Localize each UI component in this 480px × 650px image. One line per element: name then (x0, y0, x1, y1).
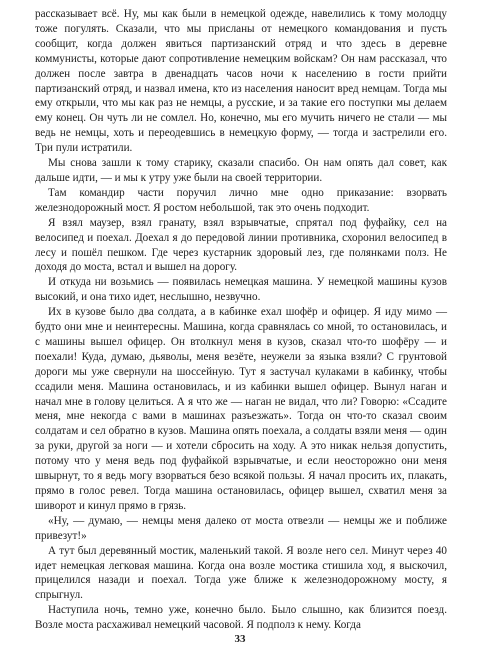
page-body-text (35, 7, 447, 633)
paragraph: Их в кузове было два солдата, а в кабинке ехал шофёр и офицер. Я иду мимо — будто они мне и неинтересны. Машина, когда сравнялась со мной, то остановилась, и с машины вышел офицер. Он втолкнул меня в кузов, сказал что-то шофёру — и поехали! Куда, думаю, дьяволы, меня везёте, неужели за языка взяли? С грунтовой дороги мы уже свернули на шоссейную. Тут я застучал кулаками в кабинку, чтобы ссадили меня. Машина остановилась, и из кабинки вышел офицер. Вынул наган и начал мне в голову целиться. А я что же — наган не видал, что ли? Говорю: «Ссадите меня, мне некогда с вами в машинах разъезжать». Тогда он что-то сказал своим солдатам и сел обратно в кузов. Машина опять поехала, а солдаты взяли меня — один за руки, другой за ноги — и хотели сбросить на ходу. А это никак нельзя допустить, потому что у меня ведь под фуфайкой взрывчатые, и если неосторожно они меня швырнут, то я ведь могу взорваться безо всякой пользы. Я начал просить их, плакать, прямо в голос ревел. Тогда машина остановилась, офицер вышел, схватил меня за шиворот и кинул прямо в грязь. (35, 306, 447, 512)
paragraph: Я взял маузер, взял гранату, взял взрывчатые, спрятал под фуфайку, сел на велосипед и поехал. Доехал я до передовой линии противника, схоронил велосипед в лесу и пошёл пешком. Где через кустарник здоровый лез, где полянками полз. Не доходя до моста, встал и вышел на дорогу. (35, 216, 447, 274)
paragraph: «Ну, — думаю, — немцы меня далеко от моста отвезли — немцы же и поближе привезут!» (35, 514, 447, 542)
paragraph: Там командир части поручил лично мне одно приказание: взорвать железнодорожный мост. Я ростом небольшой, так это очень подходит. (35, 186, 447, 214)
paragraph: рассказывает всё. Ну, мы как были в немецкой одежде, навелились к тому молодцу тоже погулять. Сказали, что мы присланы от немецкого командования и пусть сообщит, когда должен явиться партизанский отряд и что здесь в деревне коммунисты, которые дают сопротивление немецким войскам? Он нам рассказал, что должен после завтра в двенадцать часов ночи к населению в гости прийти партизанский отряд, и назвал имена, кто из населения наносит вред немцам. Тогда мы ему открыли, что мы как раз не немцы, а русские, и за такие его поступки мы делаем ему конец. Он чуть ли не сомлел. Но, конечно, мы его мучить ничего не стали — мы ведь не немцы, хоть и переодевшись в немецкую форму, — тогда и застрелили его. Три пули истратили. (35, 8, 447, 155)
paragraph: Мы снова зашли к тому старику, сказали спасибо. Он нам опять дал совет, как дальше идти, — и мы к утру уже были на своей территории. (35, 157, 447, 184)
page-number: 33 (234, 633, 246, 645)
paragraph: Наступила ночь, темно уже, конечно было. Было слышно, как близится поезд. Возле моста расхаживал немецкий часовой. Я подполз к нему. Когда (35, 604, 447, 632)
paragraph: И откуда ни возьмись — появилась немецкая машина. У немецкой машины кузов высокий, и она тихо идет, неслышно, незвучно. (35, 276, 447, 304)
paragraph: А тут был деревянный мостик, маленький такой. Я возле него сел. Минут через 40 идет немецкая легковая машина. Когда она возле мостика стишила ход, я выскочил, прицелился назади и поехал. Тогда уже ближе к железнодорожному мосту, я спрыгнул. (35, 544, 447, 602)
